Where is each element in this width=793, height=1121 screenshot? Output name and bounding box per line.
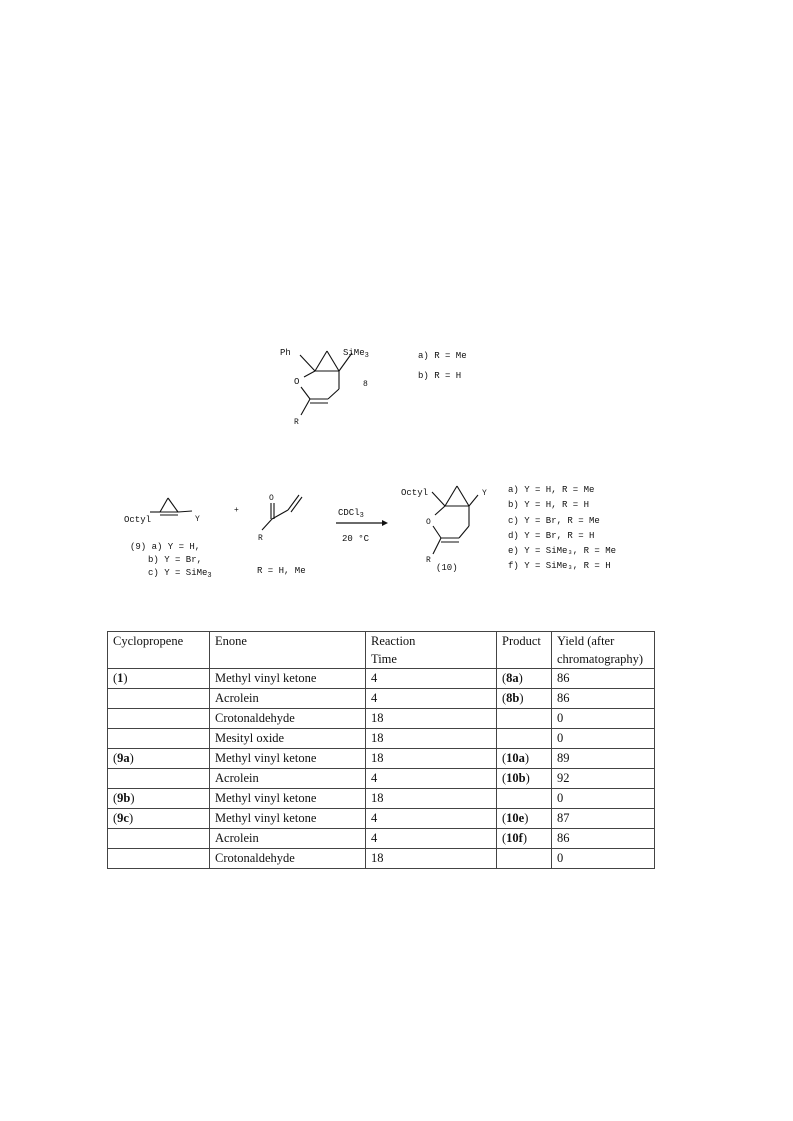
reaction-time-cell: 18: [366, 789, 497, 809]
cyclopropene-bonds: [150, 498, 192, 515]
table-row: [108, 669, 655, 689]
table-row: [108, 769, 655, 789]
product-cell: (8a): [497, 669, 552, 689]
cyclopropene-cell: [108, 769, 210, 789]
enone-cell: Methyl vinyl ketone: [210, 669, 366, 689]
product-cell: [497, 849, 552, 869]
cyclopropene-cell: (9c): [108, 809, 210, 829]
variant-b: b) R = H: [418, 371, 462, 381]
yield-cell: 89: [552, 749, 655, 769]
enone-cell: Acrolein: [210, 769, 366, 789]
compound-8-bonds: [300, 351, 352, 415]
product-octyl: Octyl: [401, 488, 429, 498]
cyclopropene-cell: [108, 689, 210, 709]
header-row: [108, 632, 655, 669]
table-row: [108, 849, 655, 869]
product-r: R: [426, 556, 431, 565]
results-table: [107, 631, 655, 869]
r-group-label: R: [294, 418, 299, 427]
table-row: [108, 829, 655, 849]
enone-cell: Methyl vinyl ketone: [210, 749, 366, 769]
product-variant-a: a) Y = H, R = Me: [508, 485, 595, 495]
product-oxygen: O: [426, 518, 431, 527]
table-row: [108, 789, 655, 809]
trimethylsilyl-label: SiMe$_3$: [343, 348, 369, 360]
reaction-time-cell: 18: [366, 749, 497, 769]
product-cell: (8b): [497, 689, 552, 709]
phenyl-label: Ph: [280, 348, 291, 358]
header-reaction-time: Reaction Time: [366, 632, 497, 669]
product-number: (10): [436, 563, 458, 573]
product-cell: [497, 709, 552, 729]
product-variant-f: f) Y = SiMe₃, R = H: [508, 561, 611, 571]
reaction-time-cell: 18: [366, 709, 497, 729]
reagent-label: CDCl$_3$: [338, 508, 364, 520]
product-cell: (10e): [497, 809, 552, 829]
r-values: R = H, Me: [257, 566, 306, 576]
enone-cell: Methyl vinyl ketone: [210, 809, 366, 829]
product-y: Y: [482, 489, 487, 498]
reaction-time-cell: 4: [366, 829, 497, 849]
header-product: Product: [497, 632, 552, 669]
reaction-time-cell: 4: [366, 769, 497, 789]
cyclopropene-cell: [108, 709, 210, 729]
yield-cell: 87: [552, 809, 655, 829]
yield-cell: 86: [552, 829, 655, 849]
reaction-time-cell: 18: [366, 729, 497, 749]
enone-cell: Mesityl oxide: [210, 729, 366, 749]
reaction-scheme: [110, 478, 655, 588]
reaction-time-cell: 18: [366, 849, 497, 869]
enone-oxygen: O: [269, 494, 274, 503]
product-cell: [497, 789, 552, 809]
enone-r: R: [258, 534, 263, 543]
table-row: [108, 729, 655, 749]
yield-cell: 0: [552, 709, 655, 729]
product-bonds: [432, 486, 478, 554]
header-enone: Enone: [210, 632, 366, 669]
oxygen-atom-label: O: [294, 377, 300, 387]
header-cyclopropene: Cyclopropene: [108, 632, 210, 669]
variant-a: a) R = Me: [418, 351, 467, 361]
temperature-label: 20 °C: [342, 534, 370, 544]
product-variant-d: d) Y = Br, R = H: [508, 531, 595, 541]
plus-sign: +: [234, 506, 239, 515]
yield-cell: 0: [552, 849, 655, 869]
enone-cell: Methyl vinyl ketone: [210, 789, 366, 809]
table-row: [108, 689, 655, 709]
product-variant-c: c) Y = Br, R = Me: [508, 516, 600, 526]
cyclopropene-cell: [108, 729, 210, 749]
yield-cell: 0: [552, 789, 655, 809]
yield-cell: 0: [552, 729, 655, 749]
cyclopropene-variant-c: c) Y = SiMe$_3$: [148, 568, 212, 580]
yield-cell: 92: [552, 769, 655, 789]
table-row: [108, 709, 655, 729]
table-row: [108, 809, 655, 829]
product-cell: (10f): [497, 829, 552, 849]
octyl-label: Octyl: [124, 515, 152, 525]
cyclopropene-variant-b: b) Y = Br,: [148, 555, 203, 565]
reaction-time-cell: 4: [366, 689, 497, 709]
compound-number: 8: [363, 380, 368, 389]
product-variant-b: b) Y = H, R = H: [508, 500, 590, 510]
enone-bonds: [262, 495, 302, 530]
cyclopropene-cell: [108, 849, 210, 869]
cyclopropene-cell: (9a): [108, 749, 210, 769]
product-cell: (10a): [497, 749, 552, 769]
cyclopropene-variant-a: (9) a) Y = H,: [130, 542, 201, 552]
product-cell: [497, 729, 552, 749]
product-cell: (10b): [497, 769, 552, 789]
yield-cell: 86: [552, 689, 655, 709]
enone-cell: Crotonaldehyde: [210, 709, 366, 729]
cyclopropene-cell: [108, 829, 210, 849]
table-row: [108, 749, 655, 769]
cyclopropene-cell: (9b): [108, 789, 210, 809]
reaction-time-cell: 4: [366, 809, 497, 829]
y-label: Y: [195, 515, 200, 524]
cyclopropene-cell: (1): [108, 669, 210, 689]
enone-cell: Acrolein: [210, 689, 366, 709]
compound-8-structure: [270, 335, 530, 435]
header-yield: Yield (after chromatography): [552, 632, 655, 669]
product-variant-e: e) Y = SiMe₃, R = Me: [508, 546, 617, 556]
reaction-arrow-head: [382, 520, 388, 526]
enone-cell: Crotonaldehyde: [210, 849, 366, 869]
enone-cell: Acrolein: [210, 829, 366, 849]
reaction-time-cell: 4: [366, 669, 497, 689]
yield-cell: 86: [552, 669, 655, 689]
